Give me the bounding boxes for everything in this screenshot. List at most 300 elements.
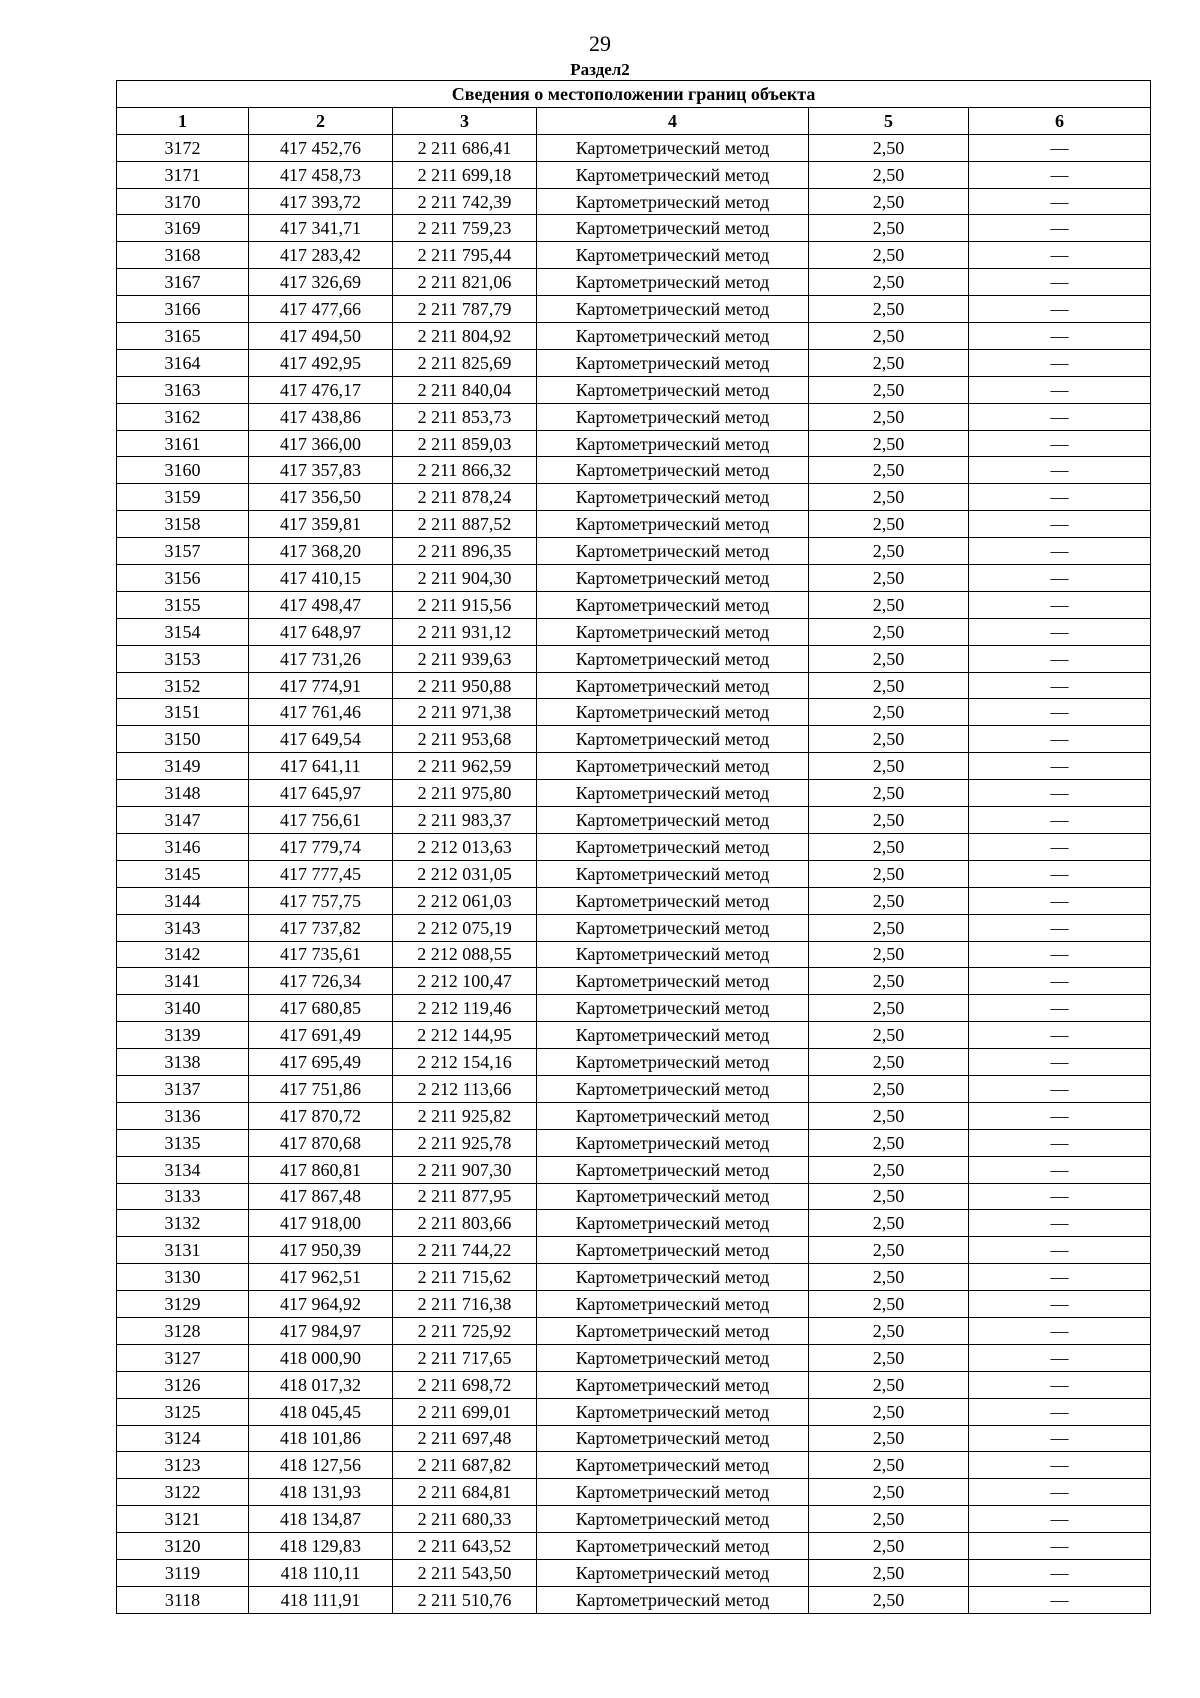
method-cell: Картометрический метод bbox=[537, 753, 809, 780]
description-cell: — bbox=[969, 1156, 1151, 1183]
description-cell: — bbox=[969, 699, 1151, 726]
y-coordinate-cell: 2 211 744,22 bbox=[393, 1237, 537, 1264]
point-number-cell: 3171 bbox=[117, 161, 249, 188]
y-coordinate-cell: 2 211 716,38 bbox=[393, 1291, 537, 1318]
method-cell: Картометрический метод bbox=[537, 134, 809, 161]
method-cell: Картометрический метод bbox=[537, 1022, 809, 1049]
x-coordinate-cell: 418 045,45 bbox=[249, 1398, 393, 1425]
x-coordinate-cell: 417 680,85 bbox=[249, 995, 393, 1022]
method-cell: Картометрический метод bbox=[537, 430, 809, 457]
accuracy-cell: 2,50 bbox=[809, 699, 969, 726]
accuracy-cell: 2,50 bbox=[809, 753, 969, 780]
table-row bbox=[117, 914, 1151, 941]
description-cell: — bbox=[969, 1559, 1151, 1586]
y-coordinate-cell: 2 212 075,19 bbox=[393, 914, 537, 941]
y-coordinate-cell: 2 211 699,01 bbox=[393, 1398, 537, 1425]
accuracy-cell: 2,50 bbox=[809, 188, 969, 215]
method-cell: Картометрический метод bbox=[537, 807, 809, 834]
x-coordinate-cell: 417 867,48 bbox=[249, 1183, 393, 1210]
table-row bbox=[117, 1559, 1151, 1586]
y-coordinate-cell: 2 212 031,05 bbox=[393, 860, 537, 887]
method-cell: Картометрический метод bbox=[537, 376, 809, 403]
table-row bbox=[117, 1317, 1151, 1344]
accuracy-cell: 2,50 bbox=[809, 1210, 969, 1237]
table-row bbox=[117, 726, 1151, 753]
accuracy-cell: 2,50 bbox=[809, 591, 969, 618]
point-number-cell: 3129 bbox=[117, 1291, 249, 1318]
y-coordinate-cell: 2 211 896,35 bbox=[393, 538, 537, 565]
accuracy-cell: 2,50 bbox=[809, 726, 969, 753]
point-number-cell: 3169 bbox=[117, 215, 249, 242]
x-coordinate-cell: 417 356,50 bbox=[249, 484, 393, 511]
description-cell: — bbox=[969, 887, 1151, 914]
y-coordinate-cell: 2 212 100,47 bbox=[393, 968, 537, 995]
accuracy-cell: 2,50 bbox=[809, 484, 969, 511]
method-cell: Картометрический метод bbox=[537, 1479, 809, 1506]
y-coordinate-cell: 2 211 878,24 bbox=[393, 484, 537, 511]
y-coordinate-cell: 2 212 113,66 bbox=[393, 1075, 537, 1102]
method-cell: Картометрический метод bbox=[537, 269, 809, 296]
y-coordinate-cell: 2 211 907,30 bbox=[393, 1156, 537, 1183]
table-row bbox=[117, 1506, 1151, 1533]
point-number-cell: 3144 bbox=[117, 887, 249, 914]
y-coordinate-cell: 2 212 061,03 bbox=[393, 887, 537, 914]
x-coordinate-cell: 417 357,83 bbox=[249, 457, 393, 484]
x-coordinate-cell: 417 774,91 bbox=[249, 672, 393, 699]
x-coordinate-cell: 417 777,45 bbox=[249, 860, 393, 887]
table-row bbox=[117, 941, 1151, 968]
y-coordinate-cell: 2 211 725,92 bbox=[393, 1317, 537, 1344]
method-cell: Картометрический метод bbox=[537, 833, 809, 860]
y-coordinate-cell: 2 211 877,95 bbox=[393, 1183, 537, 1210]
point-number-cell: 3137 bbox=[117, 1075, 249, 1102]
description-cell: — bbox=[969, 1102, 1151, 1129]
point-number-cell: 3127 bbox=[117, 1344, 249, 1371]
y-coordinate-cell: 2 212 013,63 bbox=[393, 833, 537, 860]
y-coordinate-cell: 2 211 866,32 bbox=[393, 457, 537, 484]
y-coordinate-cell: 2 211 953,68 bbox=[393, 726, 537, 753]
y-coordinate-cell: 2 211 887,52 bbox=[393, 511, 537, 538]
section-label: Раздел2 bbox=[570, 60, 630, 79]
table-row bbox=[117, 1425, 1151, 1452]
x-coordinate-cell: 417 751,86 bbox=[249, 1075, 393, 1102]
description-cell: — bbox=[969, 1129, 1151, 1156]
y-coordinate-cell: 2 211 643,52 bbox=[393, 1533, 537, 1560]
accuracy-cell: 2,50 bbox=[809, 376, 969, 403]
method-cell: Картометрический метод bbox=[537, 726, 809, 753]
table-row bbox=[117, 1049, 1151, 1076]
y-coordinate-cell: 2 211 787,79 bbox=[393, 296, 537, 323]
x-coordinate-cell: 418 110,11 bbox=[249, 1559, 393, 1586]
method-cell: Картометрический метод bbox=[537, 1237, 809, 1264]
accuracy-cell: 2,50 bbox=[809, 1102, 969, 1129]
point-number-cell: 3126 bbox=[117, 1371, 249, 1398]
x-coordinate-cell: 417 870,72 bbox=[249, 1102, 393, 1129]
method-cell: Картометрический метод bbox=[537, 780, 809, 807]
method-cell: Картометрический метод bbox=[537, 1559, 809, 1586]
column-number-3: 3 bbox=[393, 107, 537, 134]
x-coordinate-cell: 417 641,11 bbox=[249, 753, 393, 780]
description-cell: — bbox=[969, 1317, 1151, 1344]
description-cell: — bbox=[969, 349, 1151, 376]
table-row bbox=[117, 591, 1151, 618]
description-cell: — bbox=[969, 134, 1151, 161]
table-row bbox=[117, 296, 1151, 323]
accuracy-cell: 2,50 bbox=[809, 1452, 969, 1479]
method-cell: Картометрический метод bbox=[537, 215, 809, 242]
point-number-cell: 3132 bbox=[117, 1210, 249, 1237]
method-cell: Картометрический метод bbox=[537, 1371, 809, 1398]
method-cell: Картометрический метод bbox=[537, 672, 809, 699]
accuracy-cell: 2,50 bbox=[809, 1075, 969, 1102]
table-row bbox=[117, 457, 1151, 484]
x-coordinate-cell: 417 393,72 bbox=[249, 188, 393, 215]
description-cell: — bbox=[969, 726, 1151, 753]
y-coordinate-cell: 2 211 510,76 bbox=[393, 1586, 537, 1613]
x-coordinate-cell: 417 476,17 bbox=[249, 376, 393, 403]
point-number-cell: 3120 bbox=[117, 1533, 249, 1560]
x-coordinate-cell: 417 492,95 bbox=[249, 349, 393, 376]
description-cell: — bbox=[969, 860, 1151, 887]
accuracy-cell: 2,50 bbox=[809, 1183, 969, 1210]
point-number-cell: 3172 bbox=[117, 134, 249, 161]
table-row bbox=[117, 134, 1151, 161]
accuracy-cell: 2,50 bbox=[809, 887, 969, 914]
x-coordinate-cell: 417 494,50 bbox=[249, 323, 393, 350]
column-number-2: 2 bbox=[249, 107, 393, 134]
description-cell: — bbox=[969, 215, 1151, 242]
accuracy-cell: 2,50 bbox=[809, 1156, 969, 1183]
table-row bbox=[117, 1210, 1151, 1237]
accuracy-cell: 2,50 bbox=[809, 1586, 969, 1613]
accuracy-cell: 2,50 bbox=[809, 645, 969, 672]
accuracy-cell: 2,50 bbox=[809, 565, 969, 592]
table-row bbox=[117, 1237, 1151, 1264]
method-cell: Картометрический метод bbox=[537, 565, 809, 592]
table-row bbox=[117, 269, 1151, 296]
table-row bbox=[117, 1586, 1151, 1613]
method-cell: Картометрический метод bbox=[537, 1425, 809, 1452]
point-number-cell: 3141 bbox=[117, 968, 249, 995]
accuracy-cell: 2,50 bbox=[809, 161, 969, 188]
description-cell: — bbox=[969, 995, 1151, 1022]
y-coordinate-cell: 2 211 715,62 bbox=[393, 1264, 537, 1291]
accuracy-cell: 2,50 bbox=[809, 323, 969, 350]
accuracy-cell: 2,50 bbox=[809, 1317, 969, 1344]
x-coordinate-cell: 418 127,56 bbox=[249, 1452, 393, 1479]
y-coordinate-cell: 2 211 803,66 bbox=[393, 1210, 537, 1237]
x-coordinate-cell: 417 691,49 bbox=[249, 1022, 393, 1049]
method-cell: Картометрический метод bbox=[537, 1317, 809, 1344]
description-cell: — bbox=[969, 1237, 1151, 1264]
x-coordinate-cell: 418 111,91 bbox=[249, 1586, 393, 1613]
method-cell: Картометрический метод bbox=[537, 1398, 809, 1425]
table-row bbox=[117, 403, 1151, 430]
method-cell: Картометрический метод bbox=[537, 457, 809, 484]
table-row bbox=[117, 242, 1151, 269]
method-cell: Картометрический метод bbox=[537, 995, 809, 1022]
description-cell: — bbox=[969, 403, 1151, 430]
point-number-cell: 3119 bbox=[117, 1559, 249, 1586]
method-cell: Картометрический метод bbox=[537, 403, 809, 430]
x-coordinate-cell: 417 283,42 bbox=[249, 242, 393, 269]
accuracy-cell: 2,50 bbox=[809, 1559, 969, 1586]
x-coordinate-cell: 418 134,87 bbox=[249, 1506, 393, 1533]
method-cell: Картометрический метод bbox=[537, 914, 809, 941]
point-number-cell: 3140 bbox=[117, 995, 249, 1022]
table-row bbox=[117, 807, 1151, 834]
table-row bbox=[117, 1022, 1151, 1049]
accuracy-cell: 2,50 bbox=[809, 1264, 969, 1291]
x-coordinate-cell: 417 452,76 bbox=[249, 134, 393, 161]
x-coordinate-cell: 418 000,90 bbox=[249, 1344, 393, 1371]
point-number-cell: 3164 bbox=[117, 349, 249, 376]
method-cell: Картометрический метод bbox=[537, 1183, 809, 1210]
table-row bbox=[117, 1264, 1151, 1291]
y-coordinate-cell: 2 211 699,18 bbox=[393, 161, 537, 188]
table-row bbox=[117, 1183, 1151, 1210]
accuracy-cell: 2,50 bbox=[809, 860, 969, 887]
y-coordinate-cell: 2 211 687,82 bbox=[393, 1452, 537, 1479]
method-cell: Картометрический метод bbox=[537, 1452, 809, 1479]
point-number-cell: 3128 bbox=[117, 1317, 249, 1344]
x-coordinate-cell: 417 860,81 bbox=[249, 1156, 393, 1183]
method-cell: Картометрический метод bbox=[537, 618, 809, 645]
y-coordinate-cell: 2 211 795,44 bbox=[393, 242, 537, 269]
y-coordinate-cell: 2 211 821,06 bbox=[393, 269, 537, 296]
table-row bbox=[117, 1291, 1151, 1318]
table-row bbox=[117, 376, 1151, 403]
x-coordinate-cell: 417 410,15 bbox=[249, 565, 393, 592]
accuracy-cell: 2,50 bbox=[809, 672, 969, 699]
point-number-cell: 3167 bbox=[117, 269, 249, 296]
point-number-cell: 3168 bbox=[117, 242, 249, 269]
accuracy-cell: 2,50 bbox=[809, 914, 969, 941]
accuracy-cell: 2,50 bbox=[809, 134, 969, 161]
x-coordinate-cell: 418 129,83 bbox=[249, 1533, 393, 1560]
x-coordinate-cell: 417 695,49 bbox=[249, 1049, 393, 1076]
description-cell: — bbox=[969, 1586, 1151, 1613]
accuracy-cell: 2,50 bbox=[809, 1291, 969, 1318]
column-number-4: 4 bbox=[537, 107, 809, 134]
description-cell: — bbox=[969, 645, 1151, 672]
y-coordinate-cell: 2 211 939,63 bbox=[393, 645, 537, 672]
y-coordinate-cell: 2 211 684,81 bbox=[393, 1479, 537, 1506]
point-number-cell: 3121 bbox=[117, 1506, 249, 1533]
point-number-cell: 3157 bbox=[117, 538, 249, 565]
method-cell: Картометрический метод bbox=[537, 1210, 809, 1237]
table-row bbox=[117, 565, 1151, 592]
table-row bbox=[117, 1156, 1151, 1183]
accuracy-cell: 2,50 bbox=[809, 242, 969, 269]
method-cell: Картометрический метод bbox=[537, 296, 809, 323]
method-cell: Картометрический метод bbox=[537, 161, 809, 188]
accuracy-cell: 2,50 bbox=[809, 430, 969, 457]
table-row bbox=[117, 1344, 1151, 1371]
point-number-cell: 3159 bbox=[117, 484, 249, 511]
table-row bbox=[117, 780, 1151, 807]
description-cell: — bbox=[969, 1371, 1151, 1398]
method-cell: Картометрический метод bbox=[537, 484, 809, 511]
x-coordinate-cell: 417 737,82 bbox=[249, 914, 393, 941]
description-cell: — bbox=[969, 1425, 1151, 1452]
accuracy-cell: 2,50 bbox=[809, 1425, 969, 1452]
method-cell: Картометрический метод bbox=[537, 968, 809, 995]
description-cell: — bbox=[969, 242, 1151, 269]
x-coordinate-cell: 417 964,92 bbox=[249, 1291, 393, 1318]
point-number-cell: 3158 bbox=[117, 511, 249, 538]
y-coordinate-cell: 2 211 915,56 bbox=[393, 591, 537, 618]
accuracy-cell: 2,50 bbox=[809, 296, 969, 323]
description-cell: — bbox=[969, 1264, 1151, 1291]
point-number-cell: 3165 bbox=[117, 323, 249, 350]
description-cell: — bbox=[969, 1533, 1151, 1560]
y-coordinate-cell: 2 211 680,33 bbox=[393, 1506, 537, 1533]
point-number-cell: 3170 bbox=[117, 188, 249, 215]
accuracy-cell: 2,50 bbox=[809, 1479, 969, 1506]
table-row bbox=[117, 833, 1151, 860]
point-number-cell: 3152 bbox=[117, 672, 249, 699]
y-coordinate-cell: 2 211 975,80 bbox=[393, 780, 537, 807]
y-coordinate-cell: 2 211 697,48 bbox=[393, 1425, 537, 1452]
point-number-cell: 3163 bbox=[117, 376, 249, 403]
table-row bbox=[117, 1398, 1151, 1425]
accuracy-cell: 2,50 bbox=[809, 457, 969, 484]
x-coordinate-cell: 417 757,75 bbox=[249, 887, 393, 914]
x-coordinate-cell: 417 726,34 bbox=[249, 968, 393, 995]
accuracy-cell: 2,50 bbox=[809, 1533, 969, 1560]
point-number-cell: 3122 bbox=[117, 1479, 249, 1506]
y-coordinate-cell: 2 211 962,59 bbox=[393, 753, 537, 780]
y-coordinate-cell: 2 211 825,69 bbox=[393, 349, 537, 376]
description-cell: — bbox=[969, 591, 1151, 618]
x-coordinate-cell: 417 648,97 bbox=[249, 618, 393, 645]
method-cell: Картометрический метод bbox=[537, 1533, 809, 1560]
column-number-5: 5 bbox=[809, 107, 969, 134]
point-number-cell: 3147 bbox=[117, 807, 249, 834]
method-cell: Картометрический метод bbox=[537, 1506, 809, 1533]
description-cell: — bbox=[969, 914, 1151, 941]
description-cell: — bbox=[969, 323, 1151, 350]
table-caption-row bbox=[117, 81, 1151, 108]
accuracy-cell: 2,50 bbox=[809, 215, 969, 242]
y-coordinate-cell: 2 211 931,12 bbox=[393, 618, 537, 645]
method-cell: Картометрический метод bbox=[537, 1344, 809, 1371]
description-cell: — bbox=[969, 968, 1151, 995]
y-coordinate-cell: 2 212 144,95 bbox=[393, 1022, 537, 1049]
column-number-row bbox=[117, 107, 1151, 134]
description-cell: — bbox=[969, 1210, 1151, 1237]
point-number-cell: 3160 bbox=[117, 457, 249, 484]
y-coordinate-cell: 2 211 950,88 bbox=[393, 672, 537, 699]
point-number-cell: 3154 bbox=[117, 618, 249, 645]
accuracy-cell: 2,50 bbox=[809, 1049, 969, 1076]
x-coordinate-cell: 417 458,73 bbox=[249, 161, 393, 188]
method-cell: Картометрический метод bbox=[537, 645, 809, 672]
point-number-cell: 3123 bbox=[117, 1452, 249, 1479]
description-cell: — bbox=[969, 1075, 1151, 1102]
x-coordinate-cell: 417 341,71 bbox=[249, 215, 393, 242]
x-coordinate-cell: 417 477,66 bbox=[249, 296, 393, 323]
x-coordinate-cell: 418 131,93 bbox=[249, 1479, 393, 1506]
x-coordinate-cell: 417 731,26 bbox=[249, 645, 393, 672]
table-row bbox=[117, 995, 1151, 1022]
x-coordinate-cell: 417 918,00 bbox=[249, 1210, 393, 1237]
method-cell: Картометрический метод bbox=[537, 1264, 809, 1291]
table-row bbox=[117, 699, 1151, 726]
point-number-cell: 3135 bbox=[117, 1129, 249, 1156]
x-coordinate-cell: 417 498,47 bbox=[249, 591, 393, 618]
x-coordinate-cell: 417 870,68 bbox=[249, 1129, 393, 1156]
x-coordinate-cell: 418 101,86 bbox=[249, 1425, 393, 1452]
accuracy-cell: 2,50 bbox=[809, 968, 969, 995]
method-cell: Картометрический метод bbox=[537, 538, 809, 565]
description-cell: — bbox=[969, 753, 1151, 780]
method-cell: Картометрический метод bbox=[537, 1102, 809, 1129]
accuracy-cell: 2,50 bbox=[809, 349, 969, 376]
y-coordinate-cell: 2 212 088,55 bbox=[393, 941, 537, 968]
y-coordinate-cell: 2 211 904,30 bbox=[393, 565, 537, 592]
page-number: 29 bbox=[589, 31, 611, 56]
point-number-cell: 3130 bbox=[117, 1264, 249, 1291]
x-coordinate-cell: 417 645,97 bbox=[249, 780, 393, 807]
table-row bbox=[117, 1371, 1151, 1398]
point-number-cell: 3138 bbox=[117, 1049, 249, 1076]
table-row bbox=[117, 538, 1151, 565]
point-number-cell: 3145 bbox=[117, 860, 249, 887]
method-cell: Картометрический метод bbox=[537, 323, 809, 350]
point-number-cell: 3153 bbox=[117, 645, 249, 672]
accuracy-cell: 2,50 bbox=[809, 995, 969, 1022]
table-row bbox=[117, 484, 1151, 511]
table-row bbox=[117, 645, 1151, 672]
y-coordinate-cell: 2 211 759,23 bbox=[393, 215, 537, 242]
description-cell: — bbox=[969, 457, 1151, 484]
y-coordinate-cell: 2 211 983,37 bbox=[393, 807, 537, 834]
x-coordinate-cell: 417 950,39 bbox=[249, 1237, 393, 1264]
y-coordinate-cell: 2 211 925,78 bbox=[393, 1129, 537, 1156]
description-cell: — bbox=[969, 565, 1151, 592]
accuracy-cell: 2,50 bbox=[809, 1398, 969, 1425]
y-coordinate-cell: 2 211 717,65 bbox=[393, 1344, 537, 1371]
description-cell: — bbox=[969, 296, 1151, 323]
x-coordinate-cell: 417 962,51 bbox=[249, 1264, 393, 1291]
accuracy-cell: 2,50 bbox=[809, 780, 969, 807]
point-number-cell: 3156 bbox=[117, 565, 249, 592]
point-number-cell: 3151 bbox=[117, 699, 249, 726]
description-cell: — bbox=[969, 1506, 1151, 1533]
point-number-cell: 3143 bbox=[117, 914, 249, 941]
table-row bbox=[117, 968, 1151, 995]
accuracy-cell: 2,50 bbox=[809, 538, 969, 565]
accuracy-cell: 2,50 bbox=[809, 1371, 969, 1398]
y-coordinate-cell: 2 211 686,41 bbox=[393, 134, 537, 161]
x-coordinate-cell: 417 649,54 bbox=[249, 726, 393, 753]
description-cell: — bbox=[969, 1049, 1151, 1076]
description-cell: — bbox=[969, 672, 1151, 699]
point-number-cell: 3136 bbox=[117, 1102, 249, 1129]
description-cell: — bbox=[969, 161, 1151, 188]
table-row bbox=[117, 1452, 1151, 1479]
x-coordinate-cell: 417 779,74 bbox=[249, 833, 393, 860]
x-coordinate-cell: 417 735,61 bbox=[249, 941, 393, 968]
point-number-cell: 3161 bbox=[117, 430, 249, 457]
method-cell: Картометрический метод bbox=[537, 1075, 809, 1102]
x-coordinate-cell: 417 326,69 bbox=[249, 269, 393, 296]
method-cell: Картометрический метод bbox=[537, 188, 809, 215]
accuracy-cell: 2,50 bbox=[809, 833, 969, 860]
x-coordinate-cell: 417 756,61 bbox=[249, 807, 393, 834]
